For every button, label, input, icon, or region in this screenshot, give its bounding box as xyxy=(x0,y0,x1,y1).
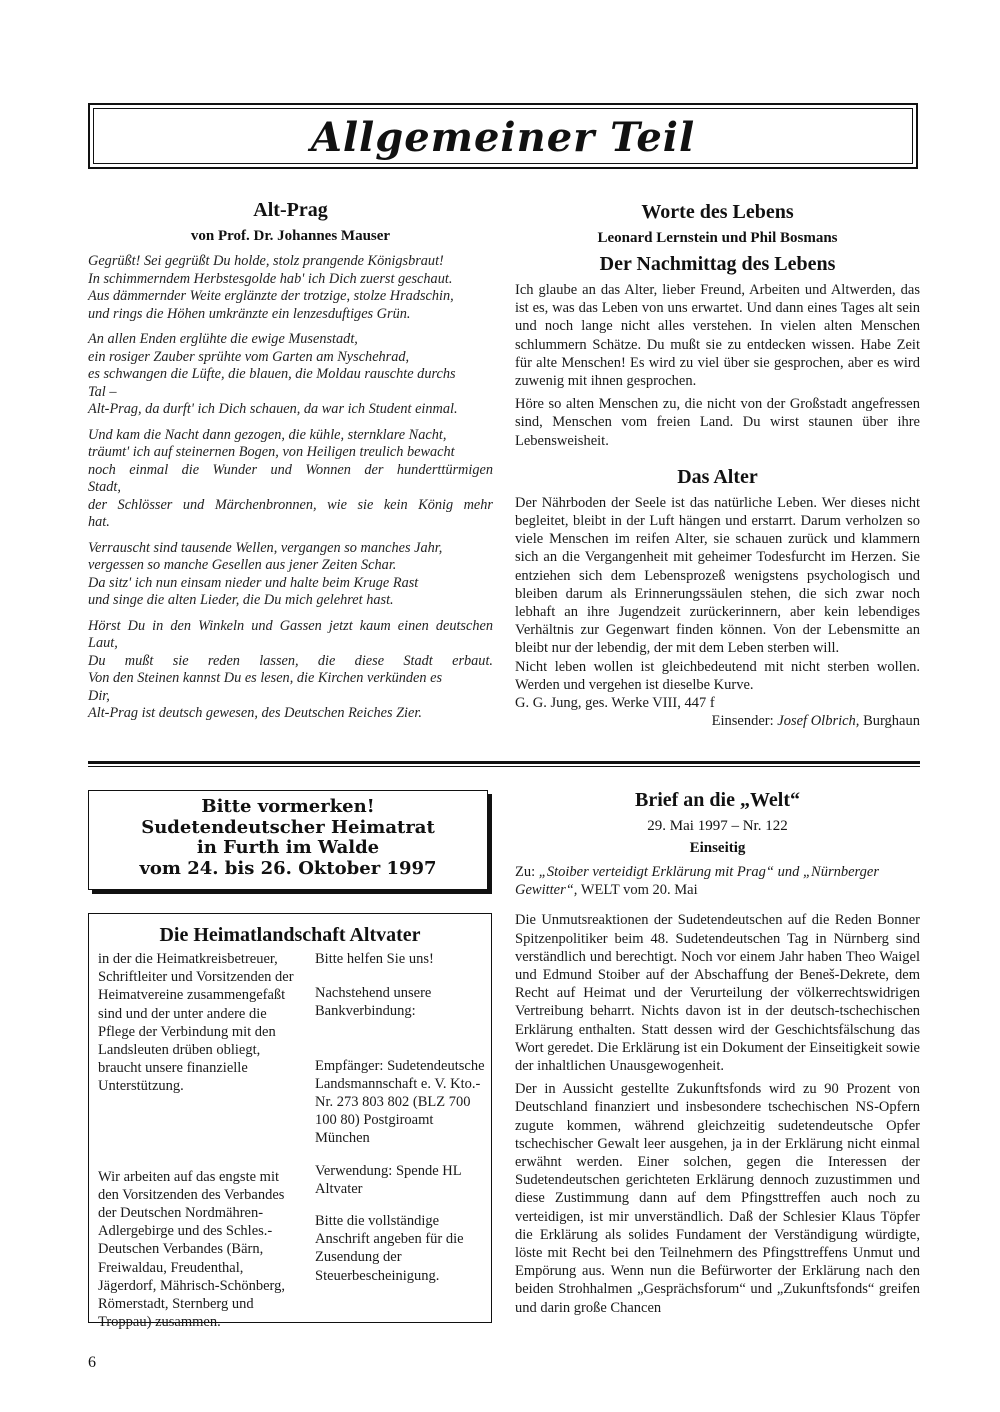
paragraph: Empfänger: Sudetendeutsche Landsmannschaft e. V. Kto.-Nr. 273 803 802 (BLZ 700 100 80) Postgiroamt München xyxy=(315,1057,485,1147)
poem-line: Und kam die Nacht dann gezogen, die kühle, sternklare Nacht, xyxy=(88,426,447,443)
paragraph: Nicht leben wollen ist gleichbedeutend mit nicht sterben wollen. Werden und vergehen ist dieselbe Kurve. xyxy=(515,658,920,693)
poem-line: Du mußt sie reden lassen, die diese Stadt erbaut. xyxy=(88,652,493,669)
poem-line: vergessen so manche Gesellen aus jener Zeiten Schar. xyxy=(88,557,397,573)
reference-prefix: Zu: xyxy=(515,864,536,880)
poem-line: Dir, xyxy=(88,687,110,704)
box-left-column xyxy=(98,950,298,1331)
section-title: Allgemeiner Teil xyxy=(310,114,696,161)
notice-line: Sudetendeutscher Heimatrat xyxy=(141,816,435,838)
poem-line: und singe die alten Lieder, die Du mich gelehret hast. xyxy=(88,592,394,608)
poem-line: Verrauscht sind tausende Wellen, vergangen so manches Jahr, xyxy=(88,539,443,556)
paragraph: Der Nährboden der Seele ist das natürliche Leben. Wer dieses nicht begleitet, bleibt in der Luft hängen und erstarrt. Darum verholzen so viele Menschen im reifen Alter, sie schauen zurück und klammern sich an die Vergangenheit mit geheimer Todesfurcht im Herzen. Sie entziehen sich dem Lebensprozeß wenigstens psychologisch und bleiben darum als Erinnerungssäulen stehen, die sich zwar noch lebhaft an ihre Jugendzeit zurückerinnern, aber kein lebendiges Verhältnis zur Gegenwart finden können. Von der Lebensmitte an bleibt nur der lebendig, der mit dem Leben sterben will. xyxy=(515,494,920,657)
paragraph: in der die Heimatkreisbetreuer, Schriftleiter und Vorsitzenden der Heimatvereine zusammengefaßt sind und der unter andere die Pflege der Verbindung mit den Landsleuten drüben obliegt, braucht unsere finanzielle Unterstützung. xyxy=(98,951,294,1095)
article-title: Worte des Lebens xyxy=(641,201,794,223)
sender-place: Burghaun xyxy=(863,713,920,730)
poem-line: Von den Steinen kannst Du es lesen, die Kirchen verkünden es xyxy=(88,670,443,686)
article-byline: von Prof. Dr. Johannes Mauser xyxy=(190,228,391,244)
poem-line: Da sitz' ich nun einsam nieder und halte beim Kruge Rast xyxy=(88,574,419,591)
article-reference xyxy=(515,863,920,899)
source-citation: G. G. Jung, ges. Werke VIII, 447 f xyxy=(515,695,715,712)
box-title: Die Heimatlandschaft Altvater xyxy=(159,924,421,946)
poem-stanza xyxy=(88,253,493,323)
notice-line: Bitte vormerken! xyxy=(201,796,375,817)
article-subtitle: Einseitig xyxy=(689,840,746,856)
poem-line: Hörst Du in den Winkeln und Gassen jetzt kaum einen deutschen xyxy=(88,617,493,634)
paragraph: Die Unmutsreaktionen der Sudetendeutschen auf die Reden Bonner Spitzenpolitiker beim 48. Sudetendeutschen Tag in Nürnberg sind verständlich und berechtigt. Noch vor einem Jahr haben Theo Waigel und Edmund Stoiber auf der Abschaffung der Beneš-Dekrete, dem Recht auf Heimat und der Verurteilung der völkerrechtswidrigen Vertreibung beharrt. Nichts davon ist in der deutsch-tschechischen Erklärung enthalten. Statt dessen wird der Geschichtsfälschung das Wort geredet. Die Erklärung ist ein Dokument der Einseitigkeit sowie der inhaltlichen Unausgewogenheit. xyxy=(515,912,920,1075)
article-body xyxy=(515,281,920,450)
worte-des-lebens-article xyxy=(515,199,920,730)
article-subtitle: Der Nachmittag des Lebens xyxy=(599,253,836,275)
poem-stanza xyxy=(88,540,493,610)
page-number: 6 xyxy=(88,1354,96,1371)
article-title: Brief an die „Welt“ xyxy=(635,789,800,811)
poem-line: es schwangen die Lüfte, die blauen, die Moldau rauschte durchs xyxy=(88,366,456,382)
poem-line: Alt-Prag, da durft' ich Dich schauen, da war ich Student einmal. xyxy=(88,401,458,417)
box-right-column xyxy=(315,950,485,1285)
paragraph: Bitte helfen Sie uns! xyxy=(315,951,434,967)
alt-prag-article xyxy=(88,197,493,731)
reference-source: WELT vom 20. Mai xyxy=(580,882,698,899)
poem-line: hat. xyxy=(88,514,110,530)
poem-stanza xyxy=(88,618,493,723)
paragraph: Bitte die vollständige Anschrift angeben für die Zusendung der Steuerbescheinigung. xyxy=(315,1213,464,1284)
poem-line: der Schlösser und Märchenbronnen, wie sie kein König mehr xyxy=(88,496,493,513)
poem-line: Stadt, xyxy=(88,479,121,495)
poem-line: An allen Enden erglühte die ewige Musenstadt, xyxy=(88,331,358,347)
article-title: Alt-Prag xyxy=(253,199,328,221)
poem-stanza xyxy=(88,427,493,532)
notice-line: in Furth im Walde xyxy=(196,837,380,858)
sender-label: Einsender: xyxy=(711,713,774,730)
poem-line: träumt' ich auf steinernen Bogen, von Heiligen treulich bewacht xyxy=(88,444,455,460)
poem-line: Laut, xyxy=(88,635,118,651)
poem-line: Alt-Prag ist deutsch gewesen, des Deutschen Reiches Zier. xyxy=(88,705,422,721)
section-heading: Das Alter xyxy=(677,465,758,488)
poem-line: ein rosiger Zauber sprühte vom Garten am Nyschehrad, xyxy=(88,348,410,365)
article-authors: Leonard Lernstein und Phil Bosmans xyxy=(597,230,838,246)
notice-line: vom 24. bis 26. Oktober 1997 xyxy=(139,857,437,879)
poem-line: noch einmal die Wunder und Wonnen der hunderttürmigen xyxy=(88,461,493,478)
sender-name: Josef Olbrich, xyxy=(777,713,860,730)
notice-box xyxy=(88,790,488,890)
paragraph: Wir arbeiten auf das engste mit den Vorsitzenden des Verbandes der Deutschen Nordmähren-Adlergebirge und des Schles.-Deutschen Verbandes (Bärn, Freiwaldau, Freudenthal, Jägerdorf, Mährisch-Schönberg, Römerstadt, Sternberg und Troppau) zusammen. xyxy=(98,1168,285,1331)
section-divider-thin xyxy=(88,766,920,767)
poem-line: Tal – xyxy=(88,383,117,400)
poem-line: In schimmerndem Herbstesgolde hab' ich Dich zuerst geschaut. xyxy=(88,270,453,287)
poem-line: Gegrüßt! Sei gegrüßt Du holde, stolz prangende Königsbraut! xyxy=(88,253,444,269)
poem-line: Aus dämmernder Weite erglänzte der trotzige, stolze Hradschin, xyxy=(88,288,454,304)
paragraph: Verwendung: Spende HL Altvater xyxy=(315,1162,462,1197)
section-divider xyxy=(88,761,920,764)
letter-article xyxy=(515,787,920,1322)
paragraph: Höre so alten Menschen zu, die nicht von der Großstadt angefressen sind, Menschen vom freien Land. Du wirst staunen über ihre Lebensweisheit. xyxy=(515,396,920,449)
sender-line xyxy=(515,712,920,730)
poem-stanza xyxy=(88,331,493,419)
article-date: 29. Mai 1997 – Nr. 122 xyxy=(647,818,788,834)
poem xyxy=(88,253,493,723)
section-body xyxy=(515,494,920,731)
paragraph: Der in Aussicht gestellte Zukunftsfonds wird zu 90 Prozent von Deutschland finanziert und insbesondere tschechischen NS-Opfern zugute kommen, während gleichzeitig sudetendeutsche Opfer tschechischer Gewalt leer ausgehen, ja in der Erklärung nicht einmal erwähnt werden. Einer solchen, gegen die Interessen der Sudetendeutschen gerichteten Erklärung dennoch zuzustimmen und diese Zustimmung dann auf dem Pfingsttreffen auch noch zu verteidigen, ist mir unverständlich. Daß der Schlesier Klaus Töpfer die Erklärung als solides Fundament der Verständigung würdigte, löste mit Recht bei den Teilnehmern des Pfingsttreffens Unmut und Empörung aus. Wenn nun die Befürworter der Erklärung nach den beiden Strohhalmen „Gesprächsforum“ und „Zukunftsfonds“ greifen und darin große Chancen xyxy=(515,1081,920,1316)
poem-line: und rings die Höhen umkränzte ein lenzesduftiges Grün. xyxy=(88,305,411,322)
paragraph: Nachstehend unsere Bankverbindung: xyxy=(315,985,432,1020)
heimatlandschaft-box xyxy=(88,913,492,1331)
section-banner xyxy=(88,103,918,169)
article-body xyxy=(515,911,920,1316)
paragraph: Ich glaube an das Alter, lieber Freund, Arbeiten und Altwerden, das ist es, was das Leben von uns erwartet. Und dann eines Tages alt sein und noch lange nicht alles verstehen. In vielen alten Menschen schlummern Schätze. Du mußt sie zu entdecken wissen. Habe Zeit für alte Menschen! Es wird zu viel über sie gesprochen, aber es wird zuwenig mit ihnen gesprochen. xyxy=(515,282,920,390)
reference-titles: „Stoiber verteidigt Erklärung mit Prag“ und „Nürnberger Gewitter“, xyxy=(515,864,879,899)
